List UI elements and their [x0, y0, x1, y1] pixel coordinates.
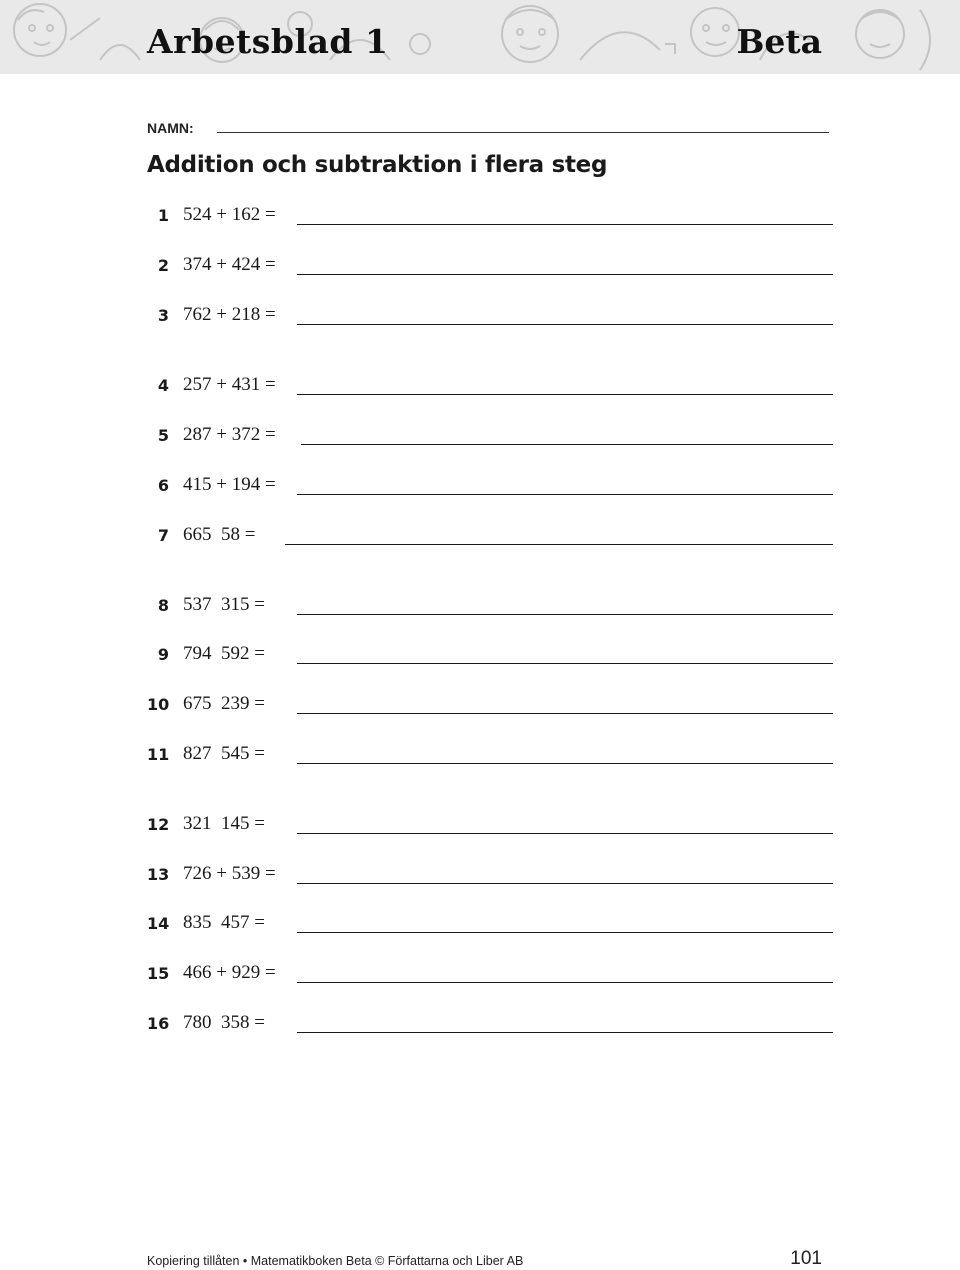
task-number: 5	[157, 426, 169, 445]
task-expression: 827 545 =	[183, 743, 265, 764]
answer-line	[297, 1032, 833, 1033]
answer-line	[297, 833, 833, 834]
name-write-line	[217, 132, 829, 133]
answer-line	[297, 663, 833, 664]
task-row	[147, 1010, 833, 1038]
task-number: 14	[147, 914, 170, 933]
task-row	[147, 741, 833, 769]
task-expression: 762 + 218 =	[183, 304, 276, 325]
task-row	[147, 641, 833, 669]
task-row	[147, 422, 833, 450]
task-number: 13	[147, 865, 170, 884]
answer-line	[297, 324, 833, 325]
task-row	[147, 592, 833, 620]
task-row	[147, 691, 833, 719]
task-number: 7	[157, 526, 169, 545]
answer-line	[297, 883, 833, 884]
task-number: 10	[147, 695, 170, 714]
task-number: 1	[157, 206, 169, 225]
task-row	[147, 372, 833, 400]
task-number: 9	[157, 645, 169, 664]
task-row	[147, 811, 833, 839]
task-expression: 257 + 431 =	[183, 374, 276, 395]
task-expression: 726 + 539 =	[183, 863, 276, 884]
task-row	[147, 302, 833, 330]
task-expression: 321 145 =	[183, 813, 265, 834]
task-expression: 415 + 194 =	[183, 474, 276, 495]
task-row	[147, 202, 833, 230]
task-expression: 675 239 =	[183, 693, 265, 714]
task-number: 6	[157, 476, 169, 495]
level-label: Beta	[736, 22, 822, 61]
answer-line	[297, 614, 833, 615]
answer-line	[297, 224, 833, 225]
task-row	[147, 522, 833, 550]
task-number: 3	[157, 306, 169, 325]
copyright-footer: Kopiering tillåten • Matematikboken Beta © Författarna och Liber AB	[147, 1254, 524, 1268]
answer-line	[297, 713, 833, 714]
task-number: 4	[157, 376, 169, 395]
name-field	[147, 118, 829, 138]
task-expression: 524 + 162 =	[183, 204, 276, 225]
task-number: 15	[147, 964, 170, 983]
answer-line	[297, 394, 833, 395]
task-expression: 780 358 =	[183, 1012, 265, 1033]
task-row	[147, 960, 833, 988]
name-label: NAMN:	[147, 120, 194, 136]
answer-line	[297, 494, 833, 495]
page-header	[0, 0, 960, 74]
task-expression: 537 315 =	[183, 594, 265, 615]
answer-line	[297, 982, 833, 983]
answer-line	[297, 274, 833, 275]
task-number: 8	[157, 596, 169, 615]
section-title: Addition och subtraktion i flera steg	[147, 152, 608, 178]
task-expression: 794 592 =	[183, 643, 265, 664]
task-expression: 835 457 =	[183, 912, 265, 933]
task-row	[147, 910, 833, 938]
task-number: 2	[157, 256, 169, 275]
task-expression: 665 58 =	[183, 524, 256, 545]
page-number: 101	[790, 1248, 822, 1269]
task-number: 16	[147, 1014, 170, 1033]
task-expression: 287 + 372 =	[183, 424, 276, 445]
task-expression: 374 + 424 =	[183, 254, 276, 275]
task-number: 12	[147, 815, 170, 834]
answer-line	[297, 932, 833, 933]
task-number: 11	[147, 745, 170, 764]
answer-line	[297, 763, 833, 764]
task-expression: 466 + 929 =	[183, 962, 276, 983]
worksheet-title: Arbetsblad 1	[147, 22, 389, 61]
task-row	[147, 252, 833, 280]
task-row	[147, 861, 833, 889]
task-row	[147, 472, 833, 500]
answer-line	[301, 444, 833, 445]
answer-line	[285, 544, 833, 545]
